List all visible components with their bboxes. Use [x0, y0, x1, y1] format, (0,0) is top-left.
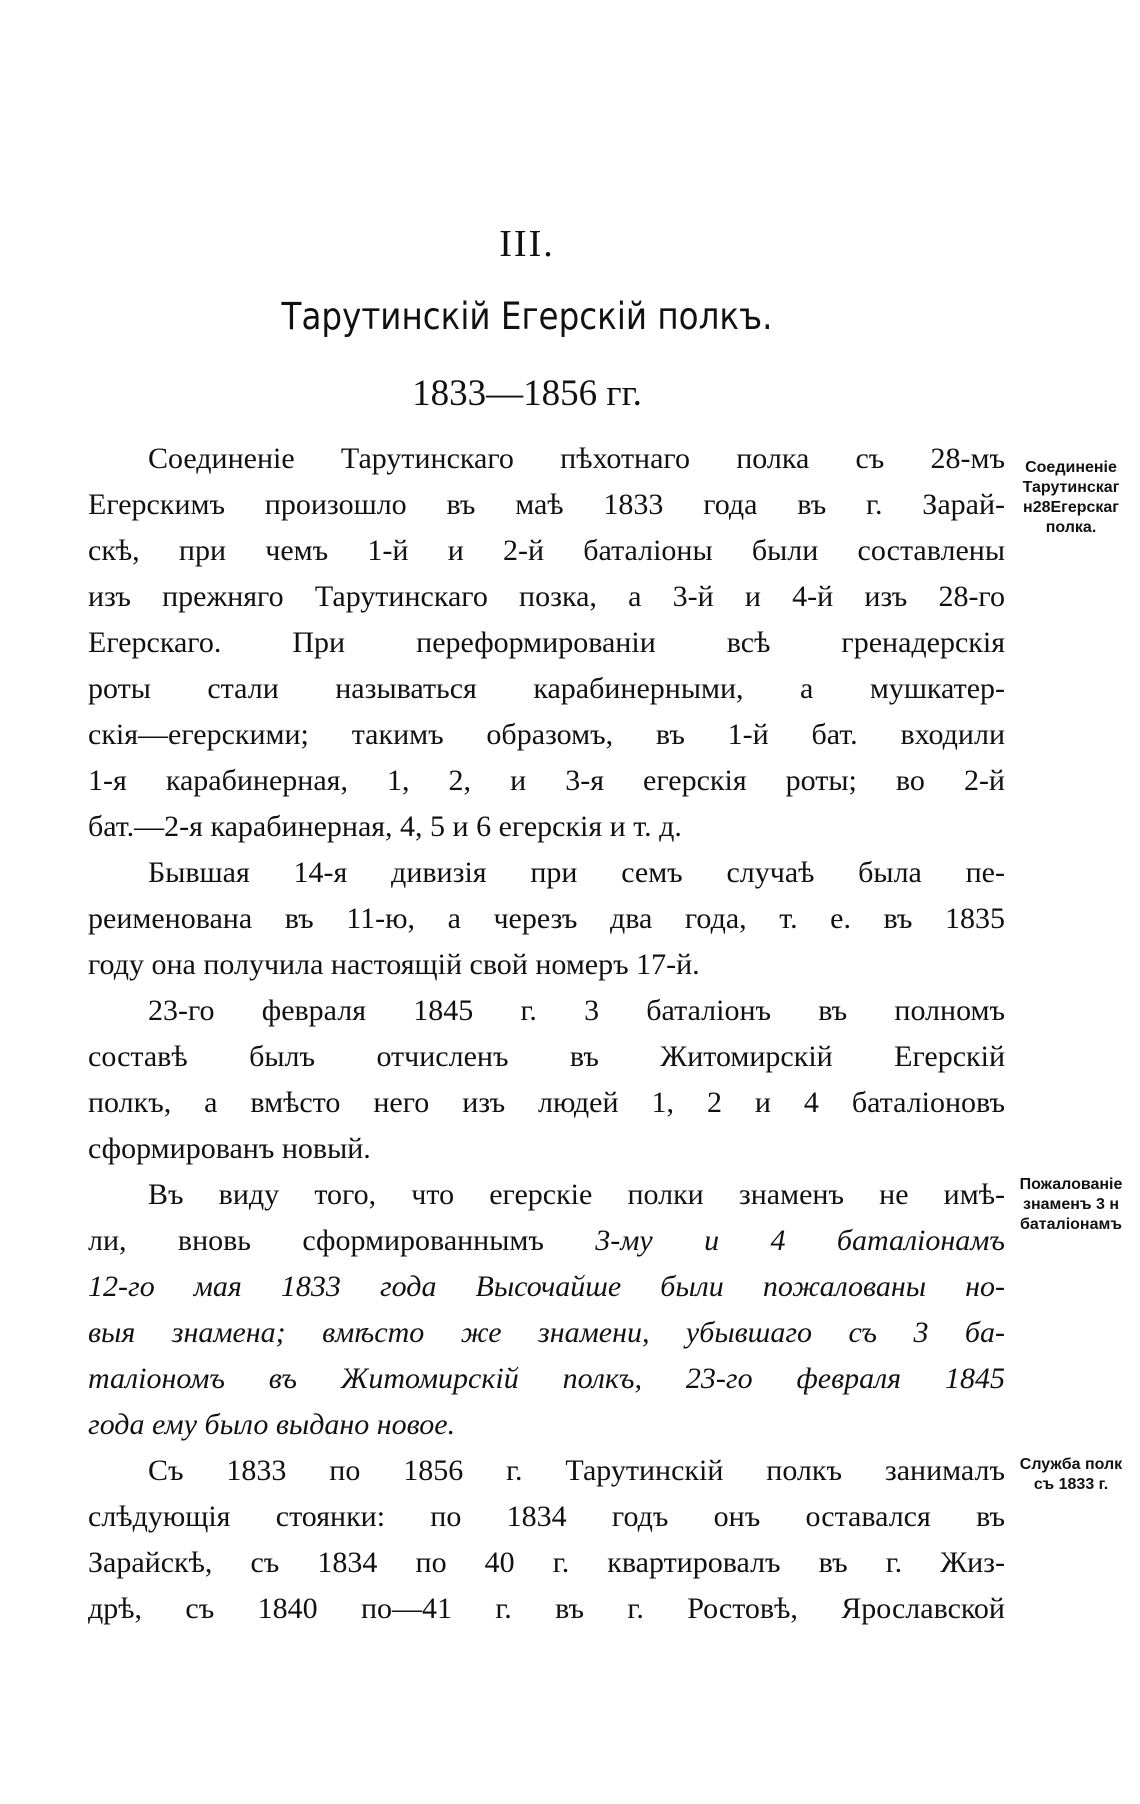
margin-note-line: н28Егерскаг — [1023, 499, 1119, 516]
text-line: слѣдующія стоянки: по 1834 годъ онъ оставался въ — [88, 1500, 1005, 1533]
text-line: Съ 1833 по 1856 г. Тарутинскій полкъ занималъ — [148, 1454, 1005, 1487]
text-line: полкъ, а вмѣсто него изъ людей 1, 2 и 4 баталіоновъ — [88, 1086, 1005, 1119]
margin-note-line: баталіонамъ — [1020, 1216, 1122, 1233]
body-text — [88, 436, 1005, 1632]
text-line: скѣ, при чемъ 1-й и 2-й баталіоны были составлены — [88, 534, 1005, 567]
chapter-title: Тарутинскій Егерскій полкъ. — [281, 295, 773, 338]
text-line: изъ прежняго Тарутинскаго позка, а 3-й и 4-й изъ 28-го — [88, 580, 1005, 613]
text-line: Зарайскѣ, съ 1834 по 40 г. квартировалъ въ г. Жиз- — [88, 1546, 1005, 1579]
margin-note-line: Служба полк — [1019, 1456, 1123, 1473]
italic-line: таліономъ въ Житомирскій полкъ, 23-го февраля 1845 — [88, 1362, 1005, 1395]
margin-note-line: Тарутинскаг — [1022, 479, 1120, 496]
text-line: 1-я карабинерная, 1, 2, и 3-я егерскія роты; во 2-й — [88, 764, 1005, 797]
text-line: Соединеніе Тарутинскаго пѣхотнаго полка съ 28-мъ — [148, 442, 1005, 475]
text-line: году она получила настоящій свой номеръ 17-й. — [88, 948, 700, 981]
text-segment: ли, вновь сформированнымъ — [88, 1224, 596, 1257]
margin-note-union — [1002, 458, 1140, 538]
text-line: составѣ былъ отчисленъ въ Житомирскій Егерскій — [88, 1040, 1005, 1073]
text-line: Бывшая 14-я дивизія при семъ случаѣ была пе- — [148, 856, 1005, 889]
margin-note-service — [1002, 1455, 1140, 1495]
italic-line: года ему было выдано новое. — [88, 1408, 456, 1441]
text-line: реименована въ 11-ю, а черезъ два года, т. е. въ 1835 — [88, 902, 1005, 935]
margin-note-line: знаменъ 3 н — [1022, 1196, 1120, 1213]
chapter-years: 1833—1856 гг. — [412, 373, 642, 414]
text-line: сформированъ новый. — [88, 1132, 371, 1165]
text-line: скія—егерскими; такимъ образомъ, въ 1-й бат. входили — [88, 718, 1005, 751]
text-line: Егерскимъ произошло въ маѣ 1833 года въ г. Зарай- — [88, 488, 1005, 521]
text-line: бат.—2-я карабинерная, 4, 5 и 6 егерскія и т. д. — [88, 810, 682, 843]
text-line: Егерскаго. При переформированіи всѣ гренадерскія — [88, 626, 1005, 659]
text-line — [88, 1218, 1005, 1264]
margin-note-line: съ 1833 г. — [1033, 1476, 1109, 1493]
margin-note-line: Соединеніе — [1025, 459, 1117, 476]
text-line: 23-го февраля 1845 г. 3 баталіонъ въ полномъ — [148, 994, 1005, 1027]
margin-note-line: Пожалованіе — [1019, 1176, 1123, 1193]
italic-segment: 3-му и 4 баталіонамъ — [595, 1224, 1005, 1257]
text-line: роты стали называться карабинерными, а мушкатер- — [88, 672, 1005, 705]
text-line: дрѣ, съ 1840 по—41 г. въ г. Ростовѣ, Ярославской — [88, 1592, 1005, 1625]
italic-line: выя знамена; вмѣсто же знамени, убывшаго съ 3 ба- — [88, 1316, 1005, 1349]
margin-note-line: полка. — [1045, 519, 1097, 536]
italic-line: 12-го мая 1833 года Высочайше были пожалованы но- — [88, 1270, 1005, 1303]
chapter-number: III. — [499, 223, 555, 265]
margin-note-banners — [1002, 1175, 1140, 1235]
text-line: Въ виду того, что егерскіе полки знаменъ не имѣ- — [148, 1178, 1005, 1211]
